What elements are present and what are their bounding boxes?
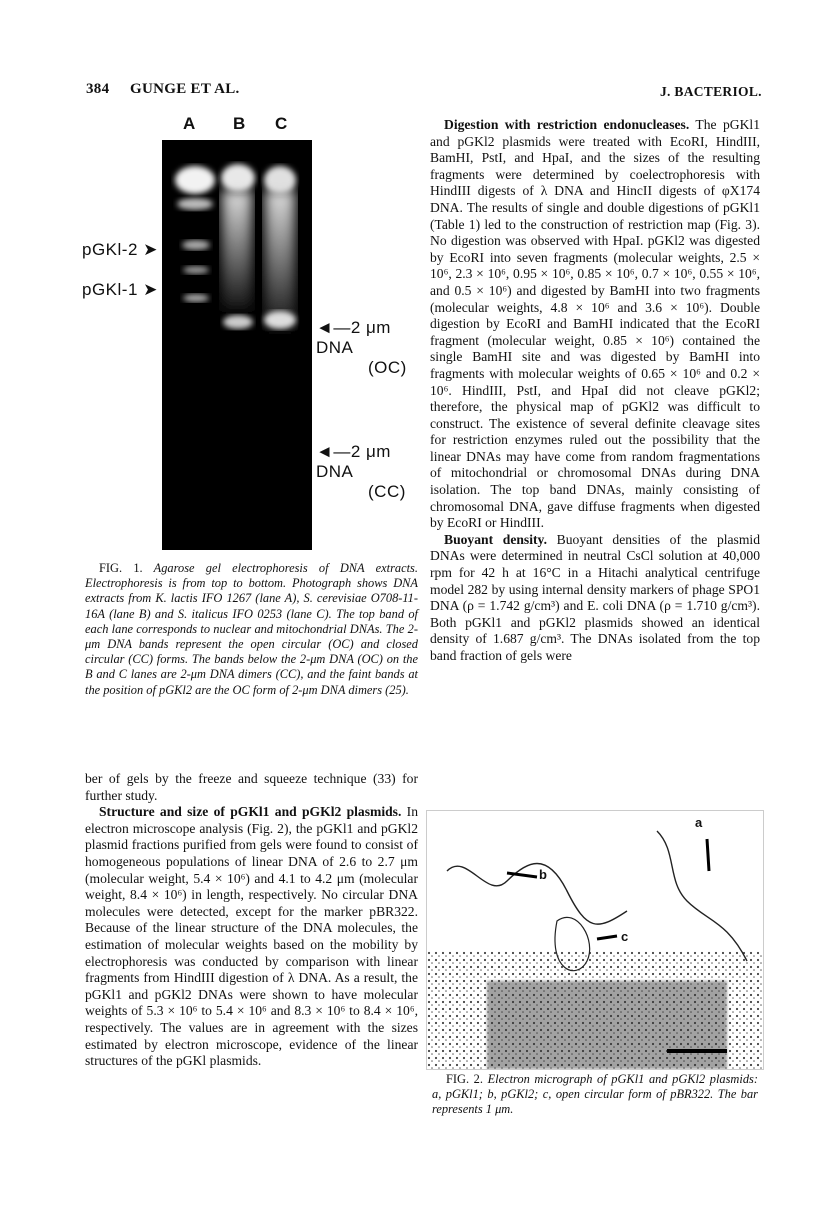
label-pgkl1: pGKl-1 ➤ xyxy=(82,280,158,299)
paragraph-structure-size: Structure and size of pGKl1 and pGKl2 plasmids. In electron microscope analysis (Fig. 2), the pGKl1 and pGKl2 plasmid fractions purified from gels were found to consist of homogeneous populations of linear DNA of 2.6 to 2.7 μm (molecular weight, 5.4 × 10⁶) and 4.1 to 4.2 μm (molecular weight, 8.4 × 10⁶) in length, respectively. No circular DNA molecules were detected, except for the marker pBR322. Because of the linear structure of the DNA molecules, the estimation of molecular weights based on the mobility by electrophoresis was conducted by comparison with linear fragments from HindIII digestion of λ DNA. As a result, the pGKl1 and pGKl2 DNAs were shown to have molecular weights of 5.3 × 10⁶ to 5.4 × 10⁶ and 8.3 × 10⁶ to 8.4 × 10⁶, respectively. The values are in agreement with the sizes estimated by electron microscope, evidence of the linear structures of the pGKl plasmids. xyxy=(85,804,418,1069)
micrograph-image xyxy=(427,811,763,1069)
lane-a-pgkl1-band xyxy=(183,294,209,302)
label-2um-oc: ◄—2 μm DNA (OC) xyxy=(316,318,407,377)
paragraph-continuation: ber of gels by the freeze and squeeze technique (33) for further study. xyxy=(85,771,418,803)
figure-2-micrograph xyxy=(426,810,764,1070)
figure-2-caption-title: FIG. 2. xyxy=(446,1072,483,1086)
micrograph-dark-region xyxy=(487,981,727,1069)
paragraph-digestion: Digestion with restriction endonucleases. The pGKl1 and pGKl2 plasmids were treated with EcoRI, HindIII, BamHI, PstI, and HpaI, and the sizes of the resulting fragments were determined by coelectrophoresis with HindIII digests of λ DNA and HincII digests of φX174 DNA. The results of single and double digestions of pGKl1 (Table 1) led to the construction of restriction map (Fig. 3). No digestion was observed with HpaI. pGKl2 was digested by EcoRI into seven fragments (molecular weights, 2.5 × 10⁶, 2.3 × 10⁶, 0.95 × 10⁶, 0.85 × 10⁶, 0.7 × 10⁶, 0.55 × 10⁶, and 0.5 × 10⁶) and digested by BamHI into two fragments (molecular weights, 4.8 × 10⁶ and 3.6 × 10⁶). Double digestion by EcoRI and BamHI indicated that the EcoRI fragment (molecular weight, 0.85 × 10⁶) contained the single BamHI site and was digested by BamHI into fragments with molecular weights of 0.65 × 10⁶ and 0.2 × 10⁶. HindIII, PstI, and HpaI did not cleave pGKl2; therefore, the physical map of pGKl2 was difficult to construct. The existence of several definite cleavage sites for restriction enzymes ruled out the possibility that the linear DNAs may have come from random fragmentations of mitochondrial or chromosomal DNAs during DNA isolation. The top band DNAs, mainly consisting of chromosomal DNA, gave diffuse fragments when digested by EcoRI or HindIII. xyxy=(430,117,760,531)
paragraph-buoyant: Buoyant density. Buoyant densities of the plasmid DNAs were determined in neutral CsCl solution at 40,000 rpm for 42 h at 16°C in a Hitachi analytical centrifuge model 282 by using internal density markers of phage SPO1 DNA (ρ = 1.742 g/cm³) and E. coli DNA (ρ = 1.710 g/cm³). Both pGKl1 and pGKl2 plasmids showed an identical density of 1.687 g/cm³. The DNAs isolated from the top band fraction of gels were xyxy=(430,531,760,663)
page-number: 384 xyxy=(86,81,110,97)
lane-a-band xyxy=(177,198,213,210)
lane-a-top-band xyxy=(175,166,215,194)
label-2um-cc: ◄—2 μm DNA (CC) xyxy=(316,442,406,501)
lane-label-a: A xyxy=(183,114,196,133)
arrow-right-icon: ➤ xyxy=(143,240,158,259)
figure-1-caption: FIG. 1. Agarose gel electrophoresis of DNA extracts. Electrophoresis is from top to bottom. Photograph shows DNA extracts from K. lactis IFO 1267 (lane A), S. cerevisiae O708-11-16A (lane B) and S. italicus IFO 0253 (lane C). The top band of each lane corresponds to nuclear and mitochondrial DNAs. The 2-μm DNA bands represent the open circular (OC) and closed circular (CC) forms. The bands below the 2-μm DNA (OC) on the B and C lanes are 2-μm DNA dimers (CC), and the faint bands at the position of pGKl2 are the OC form of 2-μm DNA dimers (25). xyxy=(85,561,418,697)
arrow-right-icon: ➤ xyxy=(143,280,158,299)
lane-label-c: C xyxy=(275,114,288,133)
arrow-left-icon: ◄— xyxy=(316,442,351,461)
gel-bands xyxy=(162,140,312,550)
left-column-text xyxy=(85,771,418,1070)
arrow-left-icon: ◄— xyxy=(316,318,351,337)
lane-b-smear xyxy=(222,190,252,310)
micrograph-label-a: a xyxy=(695,815,703,830)
running-authors: GUNGE ET AL. xyxy=(130,81,240,97)
micrograph-label-b: b xyxy=(539,867,547,882)
figure-1-caption-title: FIG. 1. xyxy=(99,561,143,575)
dna-strand xyxy=(447,864,627,925)
section-heading-structure: Structure and size of pGKl1 and pGKl2 plasmids. xyxy=(99,804,402,820)
lane-b-top-band xyxy=(221,164,255,192)
journal-name: J. BACTERIOL. xyxy=(660,84,762,99)
dna-strand xyxy=(657,831,747,961)
section-heading-buoyant: Buoyant density. xyxy=(444,531,547,547)
figure-2-caption: FIG. 2. Electron micrograph of pGKl1 and pGKl2 plasmids: a, pGKl1; b, pGKl2; c, open circular form of pBR322. The bar represents 1 μm. xyxy=(432,1072,758,1117)
figure-1 xyxy=(80,112,420,552)
arrow-a-icon xyxy=(707,839,709,871)
lane-c-top-band xyxy=(264,166,296,194)
lane-c-smear xyxy=(265,190,295,330)
micrograph-label-c: c xyxy=(621,929,629,944)
gel-photograph xyxy=(162,140,312,550)
label-pgkl2: pGKl-2 ➤ xyxy=(82,240,158,259)
lane-a-pgkl2-band xyxy=(183,266,209,274)
right-column-text xyxy=(430,117,760,665)
lane-c-oc-band xyxy=(264,311,296,329)
section-heading-digestion: Digestion with restriction endonucleases. xyxy=(444,117,690,132)
lane-label-b: B xyxy=(233,114,246,133)
lane-b-oc-band xyxy=(223,315,253,329)
arrow-c-icon xyxy=(597,936,617,939)
lane-a-band xyxy=(182,240,210,250)
